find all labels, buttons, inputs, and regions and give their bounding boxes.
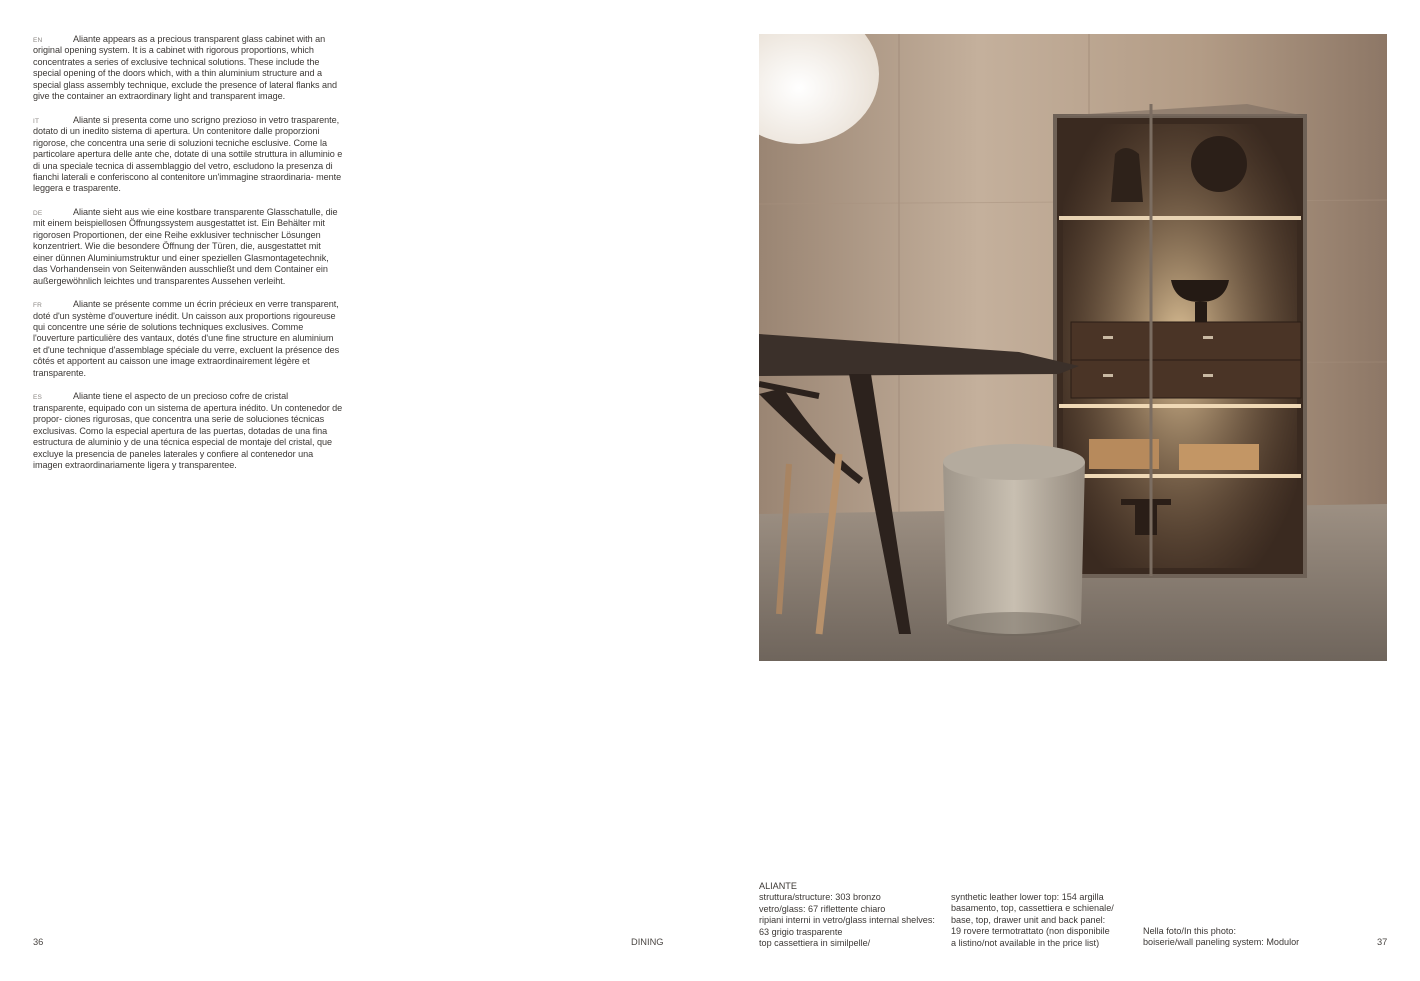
caption-line: synthetic leather lower top: 154 argilla <box>951 892 1104 902</box>
paragraph-text-fr: Aliante se présente comme un écrin précieux en verre transparent, doté d'un système d'ouverture inédit. Un caisson aux proportions rigoureuse qui concentre une série de solutions techniques exclusives. Comme l'ouverture particulière des vantaux, dotés d'une fine structure en aluminium et d'une technique d'assemblage spéciale du verre, excluent la présence des côtés et apportent au caisson une image extraordinairement légère et transparente. <box>33 299 340 378</box>
page-number-right: 37 <box>1377 937 1388 947</box>
caption-line: vetro/glass: 67 riflettente chiaro <box>759 903 886 914</box>
lang-label-fr: FR <box>33 302 43 310</box>
lang-label-en: EN <box>33 37 43 44</box>
caption-line: 63 grigio trasparente <box>759 926 843 937</box>
paragraph-en <box>33 34 343 103</box>
paragraph-fr <box>33 299 343 379</box>
caption-line: struttura/structure: 303 bronzo <box>759 892 881 903</box>
product-photo-illustration <box>759 34 1387 661</box>
paragraph-it <box>33 115 343 195</box>
caption-line: ripiani interni in vetro/glass internal shelves: <box>759 915 935 926</box>
caption-line: boiserie/wall paneling system: Modulor <box>1143 937 1300 948</box>
paragraph-text-es: Aliante tiene el aspecto de un precioso cofre de cristal transparente, equipado con un sistema de apertura inédito. Un contenedor de propor- ciones rigurosas, que concentra una serie de soluciones técnicas exclusivas. Como la especial apertura de las puertas, dotadas de una fina estructura de aluminio y de una técnica especial de montaje del cristal, que excluye la presencia de paneles laterales y confiere al contenedor una imagen extraordinariamente ligera y transparentee. <box>33 391 343 470</box>
page-number-left: 36 <box>33 937 44 947</box>
caption-line: basamento, top, cassettiera e schienale/ <box>951 903 1114 914</box>
caption-line: a listino/not available in the price list) <box>951 937 1100 948</box>
description-column <box>33 34 343 483</box>
caption-line: Nella foto/In this photo: <box>1143 926 1237 936</box>
paragraph-text-de: Aliante sieht aus wie eine kostbare transparente Glasschatulle, die mit einem beispiellosen Öffnungssystem ausgestattet ist. Ein Behälter mit rigorosen Proportionen, der eine Reihe exklusiver technischer Lösungen konzentriert. Wie die besondere Öffnung der Türen, die, ausgestattet mit einer dünnen Aluminiumstruktur und einer speziellen Glasmontagetechnik, das Vorhandensein von Seitenwänden ausschließt und dem Container ein außergewöhnlich leichtes und transparentes Aussehen verleiht. <box>33 206 338 286</box>
caption-line: 19 rovere termotrattato (non disponibile <box>951 926 1110 937</box>
caption-line: base, top, drawer unit and back panel: <box>951 914 1106 925</box>
paragraph-es <box>33 391 343 471</box>
paragraph-text-it: Aliante si presenta come uno scrigno prezioso in vetro trasparente, dotato di un inedito sistema di apertura. Un contenitore dalle proporzioni rigorose, che concentra una serie di soluzioni tecniche esclusive. Come la particolare apertura delle ante che, dotate di una sottile struttura in alluminio e di una speciale tecnica di assemblaggio del vetro, escludono la presenza di fianchi laterali e conferiscono al contenitore un'immagine straordinaria- mente leggera e trasparente. <box>33 114 343 194</box>
lang-label-de: DE <box>33 209 43 217</box>
caption-col-2 <box>951 892 1114 949</box>
pouf <box>943 444 1085 636</box>
lang-label-es: ES <box>33 394 43 402</box>
product-photo <box>759 34 1387 661</box>
paragraph-de <box>33 207 343 287</box>
caption-col-1 <box>759 881 935 949</box>
caption-col-3 <box>1143 926 1299 949</box>
product-name: ALIANTE <box>759 881 797 891</box>
caption-line: top cassettiera in similpelle/ <box>759 938 871 949</box>
section-label: DINING <box>631 937 664 947</box>
lang-label-it: IT <box>33 117 40 125</box>
cabinet <box>1055 104 1305 576</box>
paragraph-text-en: Aliante appears as a precious transparent glass cabinet with an original opening system. It is a cabinet with rigorous proportions, which concentrates a series of exclusive technical solutions. These include the special opening of the doors which, with a thin aluminium structure and a special glass assembly technique, exclude the presence of lateral flanks and give the container an extraordinary light and transparent image. <box>33 34 338 102</box>
